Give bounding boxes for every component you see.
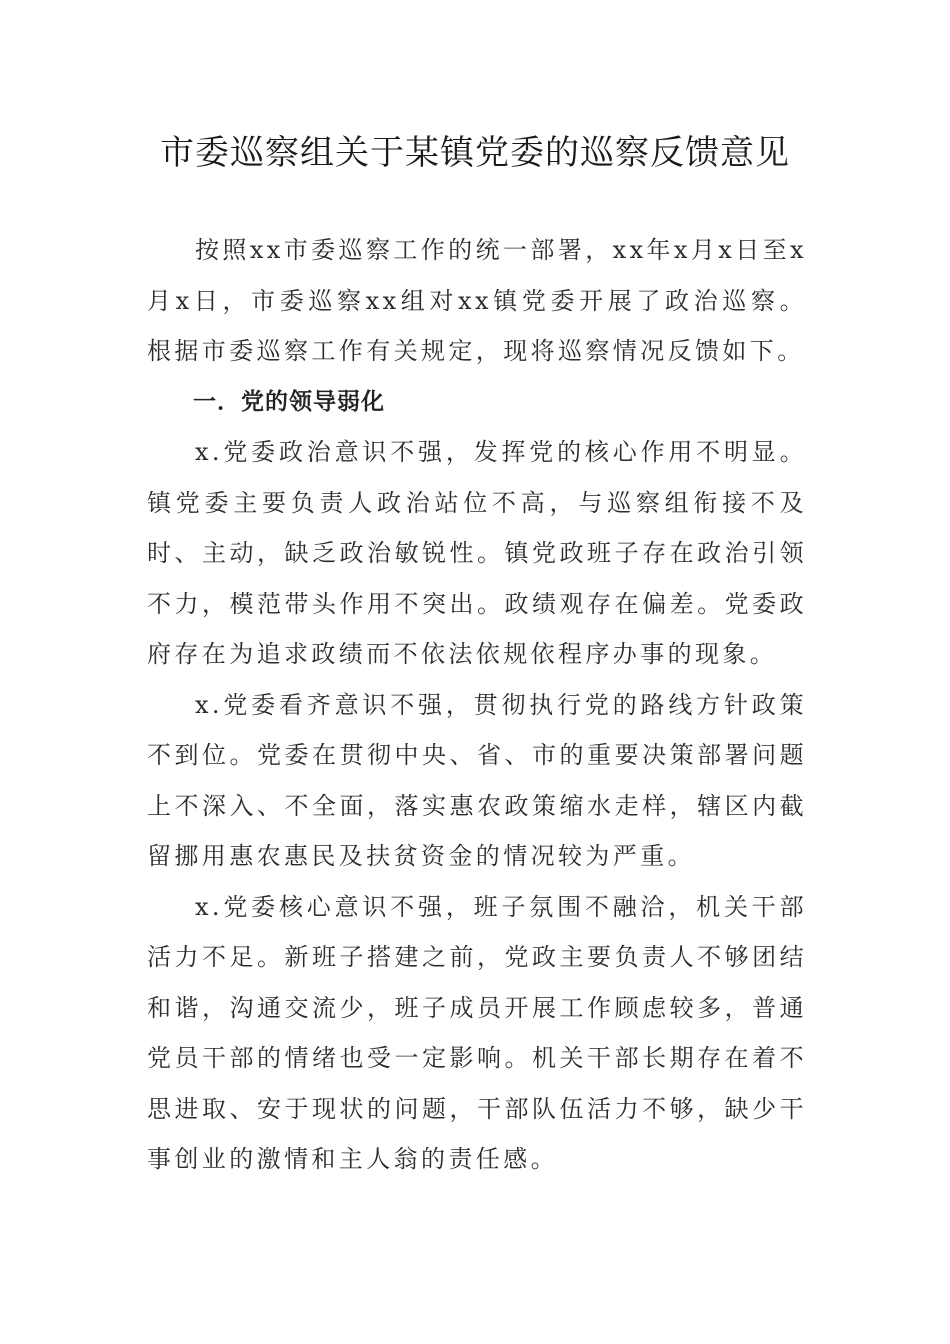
document-title: 市委巡察组关于某镇党委的巡察反馈意见 — [160, 133, 790, 173]
body-paragraph: x.党委政治意识不强，发挥党的核心作用不明显。镇党委主要负责人政治站位不高，与巡察组衔接不及时、主动，缺乏政治敏锐性。镇党政班子存在政治引领不力，模范带头作用不突出。政绩观存在偏差。党委政府存在为追求政绩而不依法依规依程序办事的现象。 — [147, 438, 807, 668]
body-paragraph: x.党委看齐意识不强，贯彻执行党的路线方针政策不到位。党委在贯彻中央、省、市的重要决策部署问题上不深入、不全面，落实惠农政策缩水走样，辖区内截留挪用惠农惠民及扶贫资金的情况较为严重。 — [147, 690, 807, 870]
body-paragraph: x.党委核心意识不强，班子氛围不融洽，机关干部活力不足。新班子搭建之前，党政主要负责人不够团结和谐，沟通交流少，班子成员开展工作顾虑较多，普通党员干部的情绪也受一定影响。机关干部长期存在着不思进取、安于现状的问题，干部队伍活力不够，缺少干事创业的激情和主人翁的责任感。 — [147, 892, 807, 1173]
document-body — [147, 225, 807, 1185]
section-heading: 一．党的领导弱化 — [193, 388, 385, 415]
intro-paragraph: 按照xx市委巡察工作的统一部署，xx年x月x日至x月x日，市委巡察xx组对xx镇党委开展了政治巡察。根据市委巡察工作有关规定，现将巡察情况反馈如下。 — [147, 236, 807, 365]
